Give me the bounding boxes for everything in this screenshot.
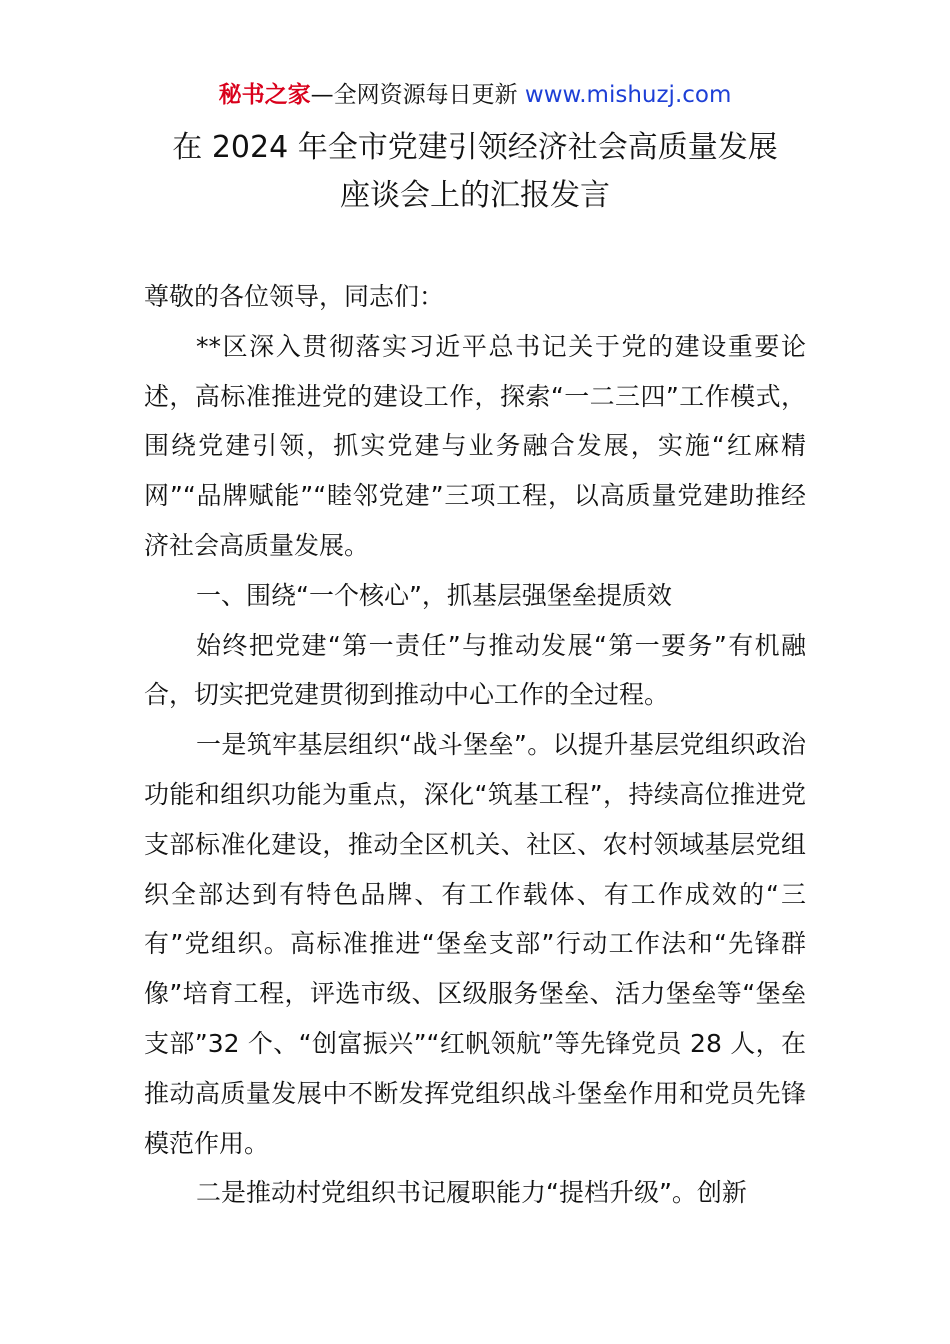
site-url[interactable]: www.mishuzj.com [524, 82, 732, 108]
paragraph-point-1: 一是筑牢基层组织“战斗堡垒”。以提升基层党组织政治功能和组织功能为重点，深化“筑基工程”，持续高位推进党支部标准化建设，推动全区机关、社区、农村领域基层党组织全部达到有特色品牌、有工作载体、有工作成效的“三有”党组织。高标准推进“堡垒支部”行动工作法和“先锋群像”培育工程，评选市级、区级服务堡垒、活力堡垒等“堡垒支部”32 个、“创富振兴”“红帆领航”等先锋党员 28 人，在推动高质量发展中不断发挥党组织战斗堡垒作用和党员先锋模范作用。 [144, 730, 806, 1158]
paragraph-point-2: 二是推动村党组织书记履职能力“提档升级”。创新 [196, 1178, 747, 1208]
salutation: 尊敬的各位领导，同志们： [144, 282, 445, 311]
brand-name: 秘书之家 [218, 82, 311, 108]
site-slogan: —全网资源每日更新 [310, 82, 518, 108]
paragraph-section-1-lead: 始终把党建“第一责任”与推动发展“第一要务”有机融合，切实把党建贯彻到推动中心工作的全过程。 [144, 630, 806, 710]
document-title [0, 124, 950, 220]
section-heading-1: 一、围绕“一个核心”，抓基层强堡垒提质效 [196, 580, 672, 610]
site-header [0, 78, 950, 112]
paragraph-intro: **区深入贯彻落实习近平总书记关于党的建设重要论述，高标准推进党的建设工作，探索“一二三四”工作模式，围绕党建引领，抓实党建与业务融合发展，实施“红麻精网”“品牌赋能”“睦邻党建”三项工程，以高质量党建助推经济社会高质量发展。 [144, 331, 806, 560]
document-body [144, 272, 806, 1218]
title-line-2: 座谈会上的汇报发言 [340, 178, 610, 213]
title-line-1: 在 2024 年全市党建引领经济社会高质量发展 [172, 130, 778, 165]
